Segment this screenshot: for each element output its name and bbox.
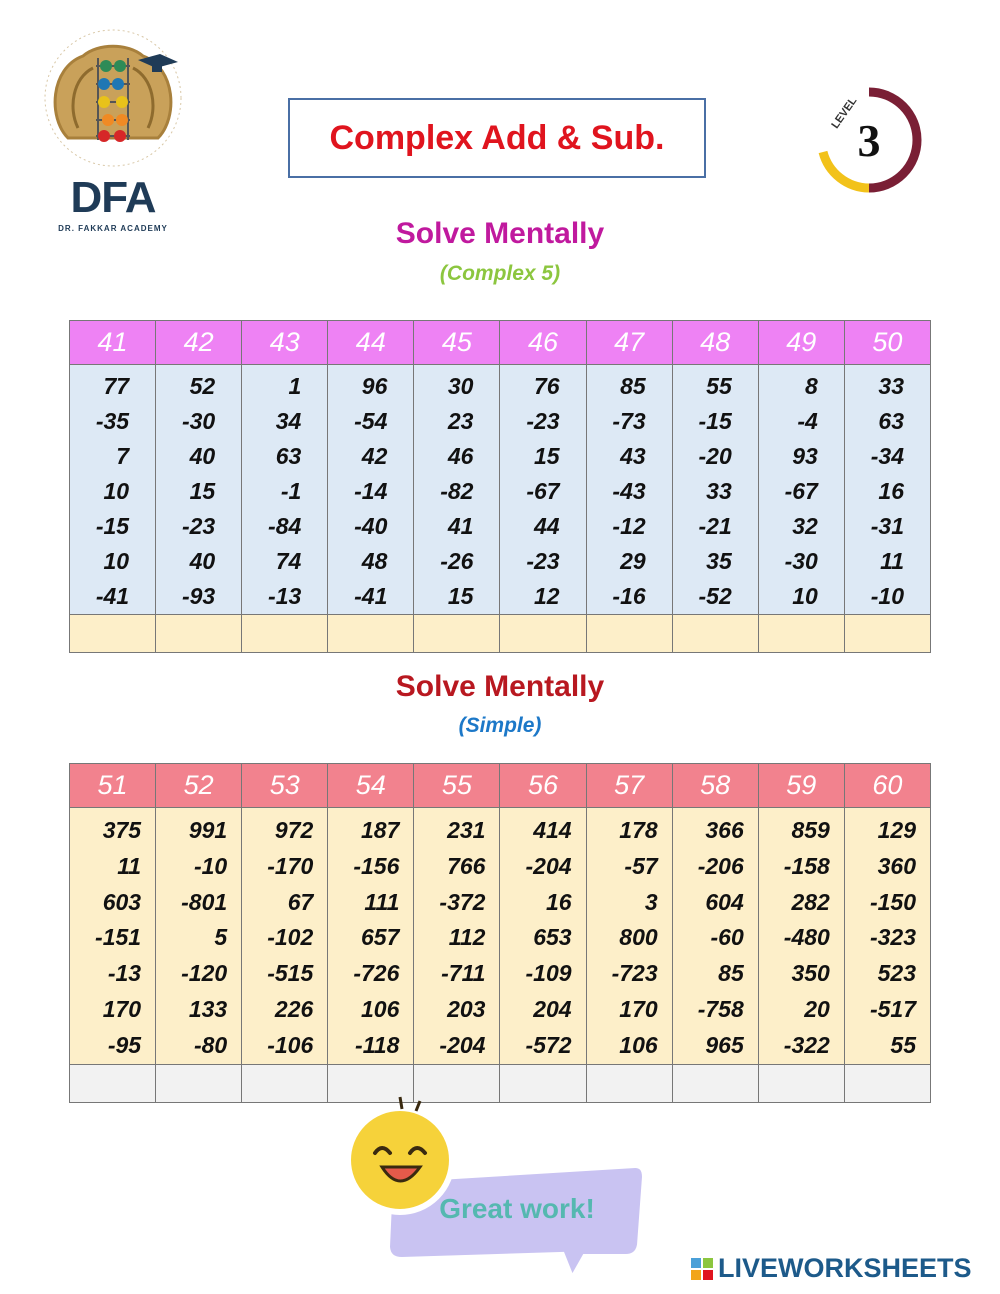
operand: 766 xyxy=(447,852,486,879)
operand: 77 xyxy=(103,373,130,399)
operand: -82 xyxy=(440,478,474,504)
operand: 178 xyxy=(619,817,658,843)
operand: -206 xyxy=(697,852,744,879)
operand: 360 xyxy=(877,852,916,879)
operand: 33 xyxy=(706,478,732,504)
operand: 16 xyxy=(545,888,572,915)
operand: 112 xyxy=(448,924,486,951)
simple-table xyxy=(69,763,931,1103)
answer-cell[interactable] xyxy=(328,615,414,653)
problem-column xyxy=(586,808,672,1065)
problem-number: 53 xyxy=(242,764,328,808)
operand: 3 xyxy=(644,888,658,915)
operand: 10 xyxy=(103,478,130,504)
operand: -60 xyxy=(710,924,744,951)
answer-cell[interactable] xyxy=(672,1064,758,1102)
operand: -323 xyxy=(869,924,916,951)
operand: -150 xyxy=(869,888,916,915)
problem-column xyxy=(242,808,328,1065)
problem-number: 52 xyxy=(156,764,242,808)
operand: 15 xyxy=(189,478,216,504)
operand: -158 xyxy=(783,852,830,879)
problem-number: 50 xyxy=(844,321,930,365)
operand: -106 xyxy=(267,1031,314,1058)
operand: 859 xyxy=(791,817,830,843)
operand: -120 xyxy=(181,960,228,987)
operand: 52 xyxy=(189,373,216,399)
operand: -156 xyxy=(353,852,400,879)
operand: 20 xyxy=(804,995,830,1022)
operand: 43 xyxy=(620,443,646,469)
operand: 35 xyxy=(706,548,732,574)
operand: -102 xyxy=(267,924,314,951)
problem-number: 46 xyxy=(500,321,586,365)
operand: -30 xyxy=(181,408,216,434)
problem-number: 48 xyxy=(672,321,758,365)
problem-column xyxy=(500,808,586,1065)
operand: 523 xyxy=(877,960,916,987)
operand: -23 xyxy=(526,408,560,434)
operand: 30 xyxy=(447,373,474,399)
problem-column xyxy=(328,808,414,1065)
operand: 106 xyxy=(619,1031,658,1058)
answer-cell[interactable] xyxy=(242,1064,328,1102)
answer-cell[interactable] xyxy=(844,1064,930,1102)
answer-cell[interactable] xyxy=(758,1064,844,1102)
brain-abacus-icon xyxy=(38,28,188,178)
page-title: Complex Add & Sub. xyxy=(329,118,665,157)
operand: 85 xyxy=(718,960,744,987)
level-label: LEVEL xyxy=(829,95,860,131)
problem-number: 60 xyxy=(844,764,930,808)
operand: -30 xyxy=(784,548,818,574)
answer-cell[interactable] xyxy=(242,615,328,653)
operand: 7 xyxy=(116,443,130,469)
liveworksheets-icon xyxy=(690,1257,714,1281)
answer-cell[interactable] xyxy=(70,615,156,653)
operand: -67 xyxy=(526,478,560,504)
operand: -204 xyxy=(439,1031,486,1058)
problem-column xyxy=(156,365,242,615)
operand: -57 xyxy=(624,852,658,879)
liveworksheets-brand[interactable] xyxy=(690,1253,972,1284)
problem-column xyxy=(758,808,844,1065)
problem-number: 45 xyxy=(414,321,500,365)
operand: -12 xyxy=(612,513,646,539)
problem-column xyxy=(672,808,758,1065)
problem-number: 58 xyxy=(672,764,758,808)
operand: 34 xyxy=(275,408,302,434)
problem-column xyxy=(414,365,500,615)
operand: -322 xyxy=(783,1031,830,1058)
operand: 11 xyxy=(880,548,904,574)
operand: 603 xyxy=(102,888,142,915)
operand: -711 xyxy=(441,960,486,987)
operand: 350 xyxy=(791,960,830,987)
problem-column xyxy=(844,365,930,615)
operand: 204 xyxy=(533,995,572,1022)
answer-cell[interactable] xyxy=(672,615,758,653)
operand: 16 xyxy=(878,478,904,504)
level-number: 3 xyxy=(857,115,881,166)
operand: 76 xyxy=(533,373,560,399)
problem-column xyxy=(500,365,586,615)
level-badge xyxy=(815,86,923,194)
complex-table xyxy=(69,320,931,653)
operand: -23 xyxy=(181,513,216,539)
operand: 63 xyxy=(275,443,302,469)
title-box xyxy=(288,98,706,178)
operand: 33 xyxy=(878,373,904,399)
operand: -41 xyxy=(354,583,388,609)
operand: -15 xyxy=(698,408,732,434)
operand: 965 xyxy=(705,1031,744,1058)
operand: -73 xyxy=(612,408,646,434)
operand: 10 xyxy=(792,583,818,609)
operand: -35 xyxy=(95,408,130,434)
operand: -726 xyxy=(353,960,400,987)
problem-column xyxy=(242,365,328,615)
operand: -517 xyxy=(869,995,916,1022)
operand: -723 xyxy=(611,960,658,987)
operand: 414 xyxy=(533,817,572,843)
problem-number: 56 xyxy=(500,764,586,808)
operand: -170 xyxy=(267,852,314,879)
operand: 55 xyxy=(706,373,732,399)
operand: 129 xyxy=(877,817,916,843)
great-work-text: Great work! xyxy=(439,1193,595,1224)
operand: 12 xyxy=(533,583,560,609)
operand: -41 xyxy=(95,583,130,609)
operand: 74 xyxy=(275,548,302,574)
operand: 657 xyxy=(361,924,400,951)
problem-number: 43 xyxy=(242,321,328,365)
operand: -43 xyxy=(612,478,646,504)
operand: 93 xyxy=(792,443,818,469)
operand: 63 xyxy=(878,408,904,434)
operand: 133 xyxy=(188,995,228,1022)
operand: -93 xyxy=(181,583,216,609)
operand: 653 xyxy=(533,924,572,951)
problem-column xyxy=(844,808,930,1065)
operand: 604 xyxy=(705,888,744,915)
section2-subheading: (Simple) xyxy=(458,714,542,737)
problem-column xyxy=(70,365,156,615)
answer-cell[interactable] xyxy=(586,615,672,653)
operand: -95 xyxy=(107,1031,142,1058)
operand: 40 xyxy=(189,548,216,574)
operand: -40 xyxy=(354,513,388,539)
logo-brand: DFA xyxy=(70,173,156,222)
problem-column xyxy=(70,808,156,1065)
problem-number: 51 xyxy=(70,764,156,808)
operand: 1 xyxy=(288,373,302,399)
operand: -54 xyxy=(354,408,388,434)
operand: 5 xyxy=(214,924,228,951)
problem-column xyxy=(672,365,758,615)
problem-number: 55 xyxy=(414,764,500,808)
liveworksheets-text: LIVEWORKSHEETS xyxy=(718,1253,972,1283)
operand: -31 xyxy=(870,513,904,539)
problem-number: 42 xyxy=(156,321,242,365)
answer-cell[interactable] xyxy=(758,615,844,653)
operand: -34 xyxy=(870,443,904,469)
operand: 10 xyxy=(103,548,130,574)
operand: -515 xyxy=(267,960,314,987)
operand: -151 xyxy=(95,924,142,951)
operand: -21 xyxy=(698,513,732,539)
operand: 32 xyxy=(792,513,818,539)
operand: -13 xyxy=(107,960,142,987)
operand: 41 xyxy=(447,513,474,539)
section2-heading: Solve Mentally xyxy=(395,670,605,703)
answer-cell[interactable] xyxy=(156,615,242,653)
problem-number: 47 xyxy=(586,321,672,365)
problem-number: 57 xyxy=(586,764,672,808)
operand: 23 xyxy=(447,408,474,434)
operand: 42 xyxy=(361,443,388,469)
operand: -14 xyxy=(354,478,388,504)
operand: -80 xyxy=(193,1031,228,1058)
operand: 170 xyxy=(102,995,142,1022)
operand: -118 xyxy=(355,1031,400,1058)
operand: 972 xyxy=(274,817,314,843)
operand: 96 xyxy=(361,373,388,399)
operand: 800 xyxy=(619,924,658,951)
operand: -801 xyxy=(181,888,228,915)
problem-column xyxy=(586,365,672,615)
problem-column xyxy=(328,365,414,615)
operand: 15 xyxy=(533,443,560,469)
operand: -13 xyxy=(268,583,302,609)
operand: -758 xyxy=(697,995,744,1022)
problem-column xyxy=(758,365,844,615)
problem-number: 54 xyxy=(328,764,414,808)
operand: -23 xyxy=(526,548,560,574)
operand: -204 xyxy=(525,852,572,879)
operand: 991 xyxy=(188,817,228,843)
operand: -480 xyxy=(783,924,830,951)
operand: 11 xyxy=(117,852,142,879)
operand: -10 xyxy=(193,852,228,879)
operand: 226 xyxy=(274,995,314,1022)
section1-subheading: (Complex 5) xyxy=(439,262,561,285)
problem-number: 59 xyxy=(758,764,844,808)
operand: 170 xyxy=(619,995,658,1022)
operand: 40 xyxy=(189,443,216,469)
operand: -20 xyxy=(698,443,732,469)
operand: 55 xyxy=(890,1031,916,1058)
operand: -15 xyxy=(95,513,130,539)
answer-cell[interactable] xyxy=(156,1064,242,1102)
operand: -4 xyxy=(797,408,818,434)
operand: -52 xyxy=(698,583,732,609)
operand: 375 xyxy=(102,817,142,843)
great-work-sticker xyxy=(340,1095,655,1285)
operand: -84 xyxy=(268,513,302,539)
operand: -1 xyxy=(280,478,302,504)
operand: -372 xyxy=(439,888,486,915)
operand: 67 xyxy=(287,888,314,915)
operand: 282 xyxy=(791,888,830,915)
problem-column xyxy=(156,808,242,1065)
operand: -16 xyxy=(612,583,646,609)
problem-column xyxy=(414,808,500,1065)
operand: -10 xyxy=(870,583,904,609)
answer-cell[interactable] xyxy=(500,615,586,653)
operand: 44 xyxy=(533,513,560,539)
operand: 187 xyxy=(361,817,400,843)
problem-number: 49 xyxy=(758,321,844,365)
operand: 85 xyxy=(620,373,646,399)
answer-cell[interactable] xyxy=(70,1064,156,1102)
academy-logo xyxy=(38,28,188,233)
section1-heading: Solve Mentally xyxy=(395,217,605,250)
problem-number: 44 xyxy=(328,321,414,365)
operand: 46 xyxy=(447,443,474,469)
operand: 231 xyxy=(447,817,486,843)
operand: -109 xyxy=(525,960,572,987)
answer-cell[interactable] xyxy=(414,615,500,653)
answer-cell[interactable] xyxy=(844,615,930,653)
logo-subtitle: DR. FAKKAR ACADEMY xyxy=(58,224,168,233)
operand: 29 xyxy=(620,548,646,574)
operand: -67 xyxy=(784,478,818,504)
operand: 366 xyxy=(705,817,744,843)
operand: -26 xyxy=(440,548,474,574)
operand: 111 xyxy=(364,888,400,915)
operand: 15 xyxy=(447,583,474,609)
operand: 106 xyxy=(361,995,400,1022)
operand: 48 xyxy=(361,548,388,574)
operand: -572 xyxy=(525,1031,572,1058)
operand: 203 xyxy=(447,995,486,1022)
operand: 8 xyxy=(805,373,818,399)
problem-number: 41 xyxy=(70,321,156,365)
